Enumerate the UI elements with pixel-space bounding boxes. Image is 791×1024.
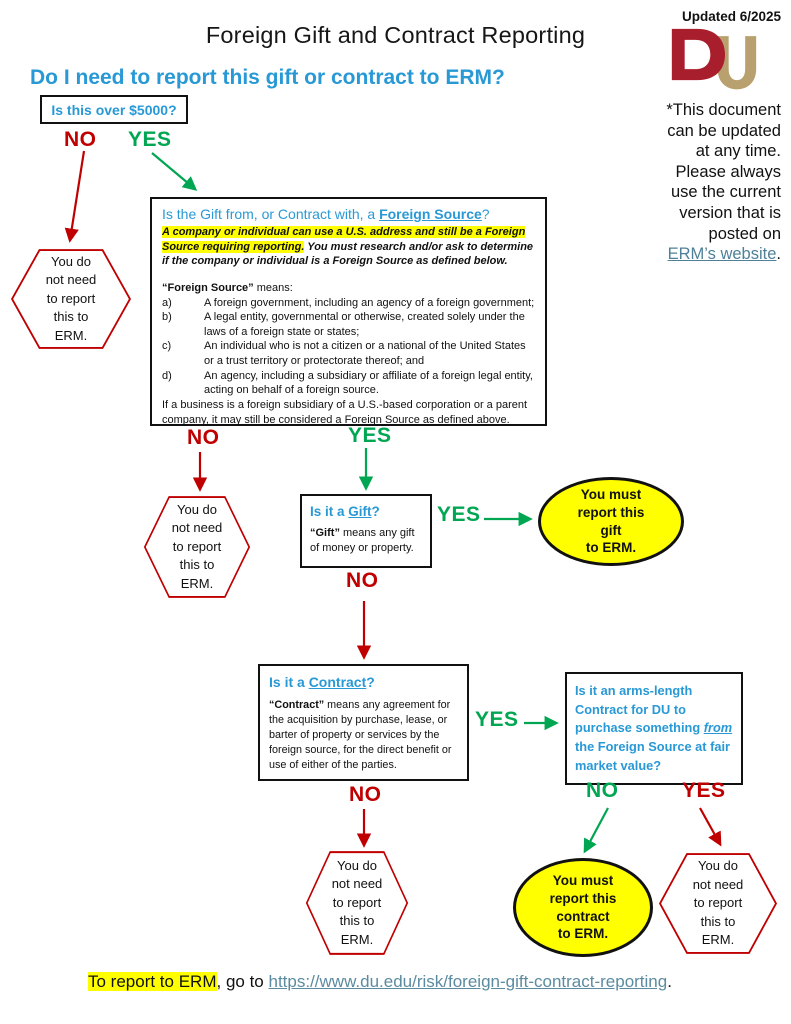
page-title: Foreign Gift and Contract Reporting — [205, 22, 586, 48]
gift-title: Is it a Gift? — [310, 504, 380, 519]
arms-length-from-emphasis: from — [703, 720, 733, 736]
yes-label-over5000: YES — [128, 128, 172, 151]
foreign-source-item-d: d) An agency, including a subsidiary or affiliate of a foreign legal entity, acting on behalf of a foreign source. — [162, 369, 533, 397]
foreign-source-footer: If a business is a foreign subsidiary of a U.S.-based corporation or a parent company, it may still be considered a Foreign Source as defined above. — [162, 398, 528, 426]
gift-term-link[interactable]: Gift — [348, 504, 372, 519]
foreign-source-item-c: c) An individual who is not a citizen or a national of the United States or a trust territory or protectorate thereof; and — [162, 340, 526, 367]
report-gift-ellipse: You must report this gift to ERM. — [538, 477, 684, 566]
erm-website-link[interactable]: ERM’s website — [667, 245, 777, 264]
yes-label-foreign-source: YES — [348, 424, 392, 447]
no-label-contract: NO — [349, 783, 382, 806]
contract-box — [258, 664, 469, 781]
foreign-source-item-a: a) A foreign government, including an agency of a foreign government; — [162, 296, 535, 309]
report-instructions: To report to ERM, go to https://www.du.edu/risk/foreign-gift-contract-reporting. — [88, 972, 672, 991]
main-question: Do I need to report this gift or contract to ERM? — [30, 66, 505, 89]
foreign-source-term-link[interactable]: Foreign Source — [379, 206, 482, 222]
report-highlight: To report to ERM — [88, 972, 217, 991]
foreign-source-means: “Foreign Source” means: — [162, 281, 293, 294]
reporting-url-link[interactable]: https://www.du.edu/risk/foreign-gift-contract-reporting — [268, 972, 668, 991]
updated-date: Updated 6/2025 — [681, 9, 781, 24]
no-report-hexagon-2: You do not need to report this to ERM. — [143, 495, 251, 599]
gift-box — [300, 494, 432, 568]
yes-label-contract: YES — [475, 708, 519, 731]
contract-definition: “Contract” means any agreement for the acquisition by purchase, lease, or barter of property or services by the foreign source, for the direct benefit or use of either of the parties. — [269, 699, 452, 772]
no-report-hexagon-3: You do not need to report this to ERM. — [305, 850, 409, 956]
foreign-source-title: Is the Gift from, or Contract with, a Foreign Source? — [162, 206, 490, 222]
contract-term-link[interactable]: Contract — [308, 674, 367, 690]
foreign-source-box — [150, 197, 547, 426]
over-5000-box: Is this over $5000? — [40, 95, 188, 124]
foreign-source-note: A company or individual can use a U.S. address and still be a Foreign Source requiring reporting. You must research and/or ask to determine if the company or individual is a Foreign Source as defined below. — [162, 226, 534, 268]
gift-definition: “Gift” means any gift of money or property. — [310, 527, 415, 554]
no-label-gift: NO — [346, 569, 379, 592]
contract-title: Is it a Contract? — [269, 674, 375, 690]
yes-label-arms-length: YES — [682, 779, 726, 802]
arms-length-box: Is it an arms-length Contract for DU to purchase something from the Foreign Source at fair market value? — [565, 672, 743, 785]
no-report-hexagon-1: You do not need to report this to ERM. — [10, 248, 132, 350]
foreign-source-item-b: b) A legal entity, governmental or otherwise, created solely under the laws of a foreign state or states; — [162, 311, 525, 338]
report-contract-ellipse: You must report this contract to ERM. — [513, 858, 653, 957]
no-label-foreign-source: NO — [187, 426, 220, 449]
no-label-arms-length: NO — [586, 779, 619, 802]
no-label-over5000: NO — [64, 128, 97, 151]
sidebar-note: *This document can be updated at any time. Please always use the current version that is posted on ERM’s website. — [666, 101, 781, 264]
no-report-hexagon-4: You do not need to report this to ERM. — [658, 852, 778, 955]
yes-label-gift: YES — [437, 503, 481, 526]
